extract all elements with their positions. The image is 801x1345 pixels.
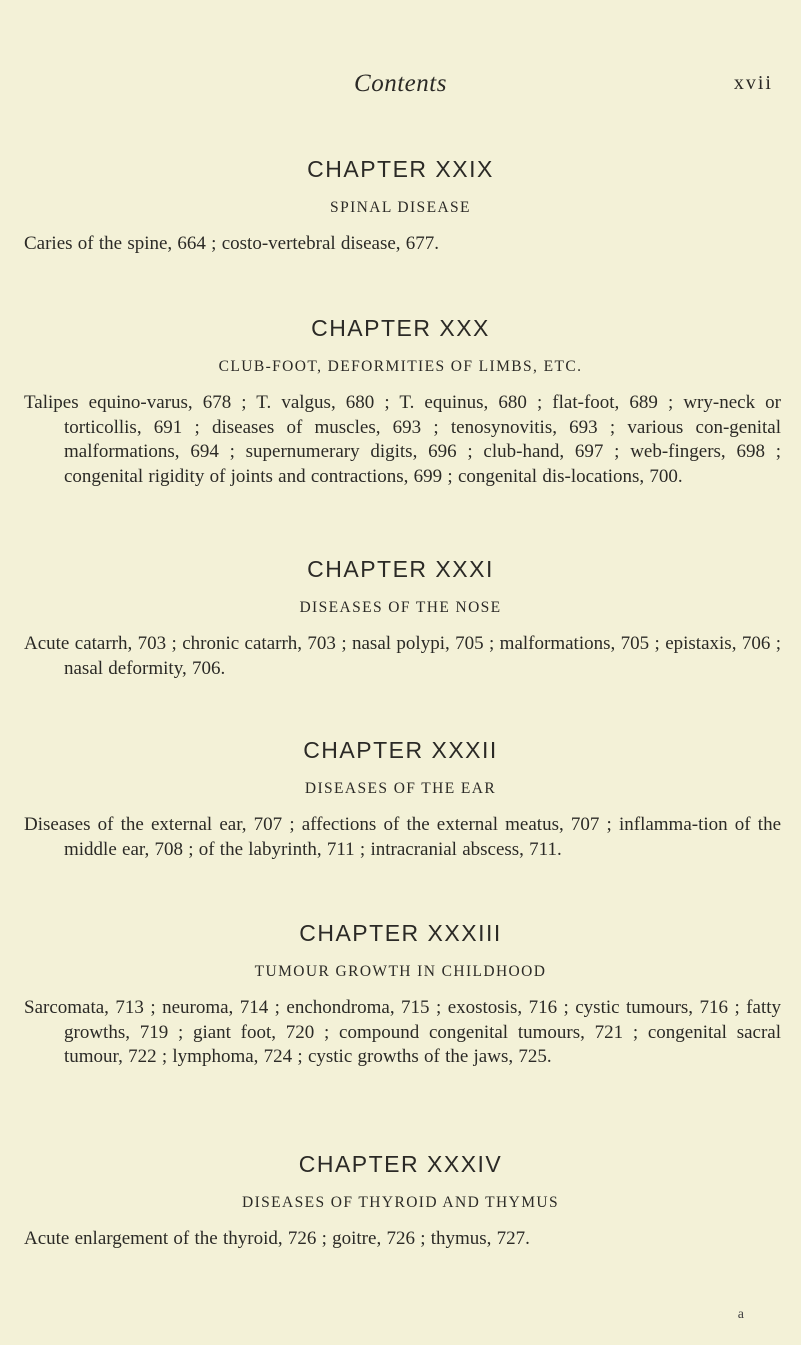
chapter-subtitle: DISEASES OF THYROID AND THYMUS	[241, 1194, 560, 1211]
chapter-section	[0, 556, 801, 700]
signature-mark: a	[737, 1307, 744, 1322]
chapter-title: CHAPTER XXXIII	[299, 920, 502, 946]
chapter-title: CHAPTER XXXI	[307, 556, 494, 582]
chapter-section	[0, 920, 801, 1089]
chapter-subtitle: TUMOUR GROWTH IN CHILDHOOD	[254, 963, 547, 980]
chapter-subtitle: DISEASES OF THE NOSE	[299, 599, 502, 616]
chapter-title: CHAPTER XXXIV	[298, 1151, 503, 1177]
chapter-title: CHAPTER XXXII	[303, 737, 498, 763]
chapter-entries: Sarcomata, 713 ; neuroma, 714 ; enchondroma, 715 ; exostosis, 716 ; cystic tumours, 716 ; fatty growths, 719 ; giant foot, 720 ; compound congenital tumours, 721 ; congenital sacral tumour, 722 ; lymphoma, 724 ; cystic growths of the jaws, 725.	[24, 997, 781, 1067]
page-number: xvii	[733, 72, 773, 94]
running-head	[0, 70, 801, 100]
running-title: Contents	[354, 70, 447, 97]
chapter-entries: Acute catarrh, 703 ; chronic catarrh, 703 ; nasal polypi, 705 ; malformations, 705 ; epistaxis, 706 ; nasal deformity, 706.	[24, 633, 781, 679]
chapter-subtitle: CLUB-FOOT, DEFORMITIES OF LIMBS, ETC.	[218, 358, 583, 375]
chapter-section	[0, 315, 801, 508]
chapter-entries: Talipes equino-varus, 678 ; T. valgus, 680 ; T. equinus, 680 ; flat-foot, 689 ; wry-neck or torticollis, 691 ; diseases of muscles, 693 ; tenosynovitis, 693 ; various con-genital malformations, 694 ; supernumerary digits, 696 ; club-hand, 697 ; web-fingers, 698 ; congenital rigidity of joints and contractions, 699 ; congenital dis-locations, 700.	[24, 392, 781, 487]
chapter-entries: Diseases of the external ear, 707 ; affections of the external meatus, 707 ; inflamma-tion of the middle ear, 708 ; of the labyrinth, 711 ; intracranial abscess, 711.	[24, 814, 781, 860]
chapter-title: CHAPTER XXIX	[307, 156, 494, 182]
chapter-subtitle: DISEASES OF THE EAR	[304, 780, 497, 797]
chapter-section	[0, 156, 801, 276]
chapter-title: CHAPTER XXX	[311, 315, 490, 341]
chapter-section	[0, 737, 801, 881]
chapter-entries: Acute enlargement of the thyroid, 726 ; goitre, 726 ; thymus, 727.	[24, 1228, 530, 1249]
chapter-subtitle: SPINAL DISEASE	[330, 199, 471, 216]
chapter-section	[0, 1151, 801, 1271]
chapter-entries: Caries of the spine, 664 ; costo-vertebral disease, 677.	[24, 233, 440, 254]
